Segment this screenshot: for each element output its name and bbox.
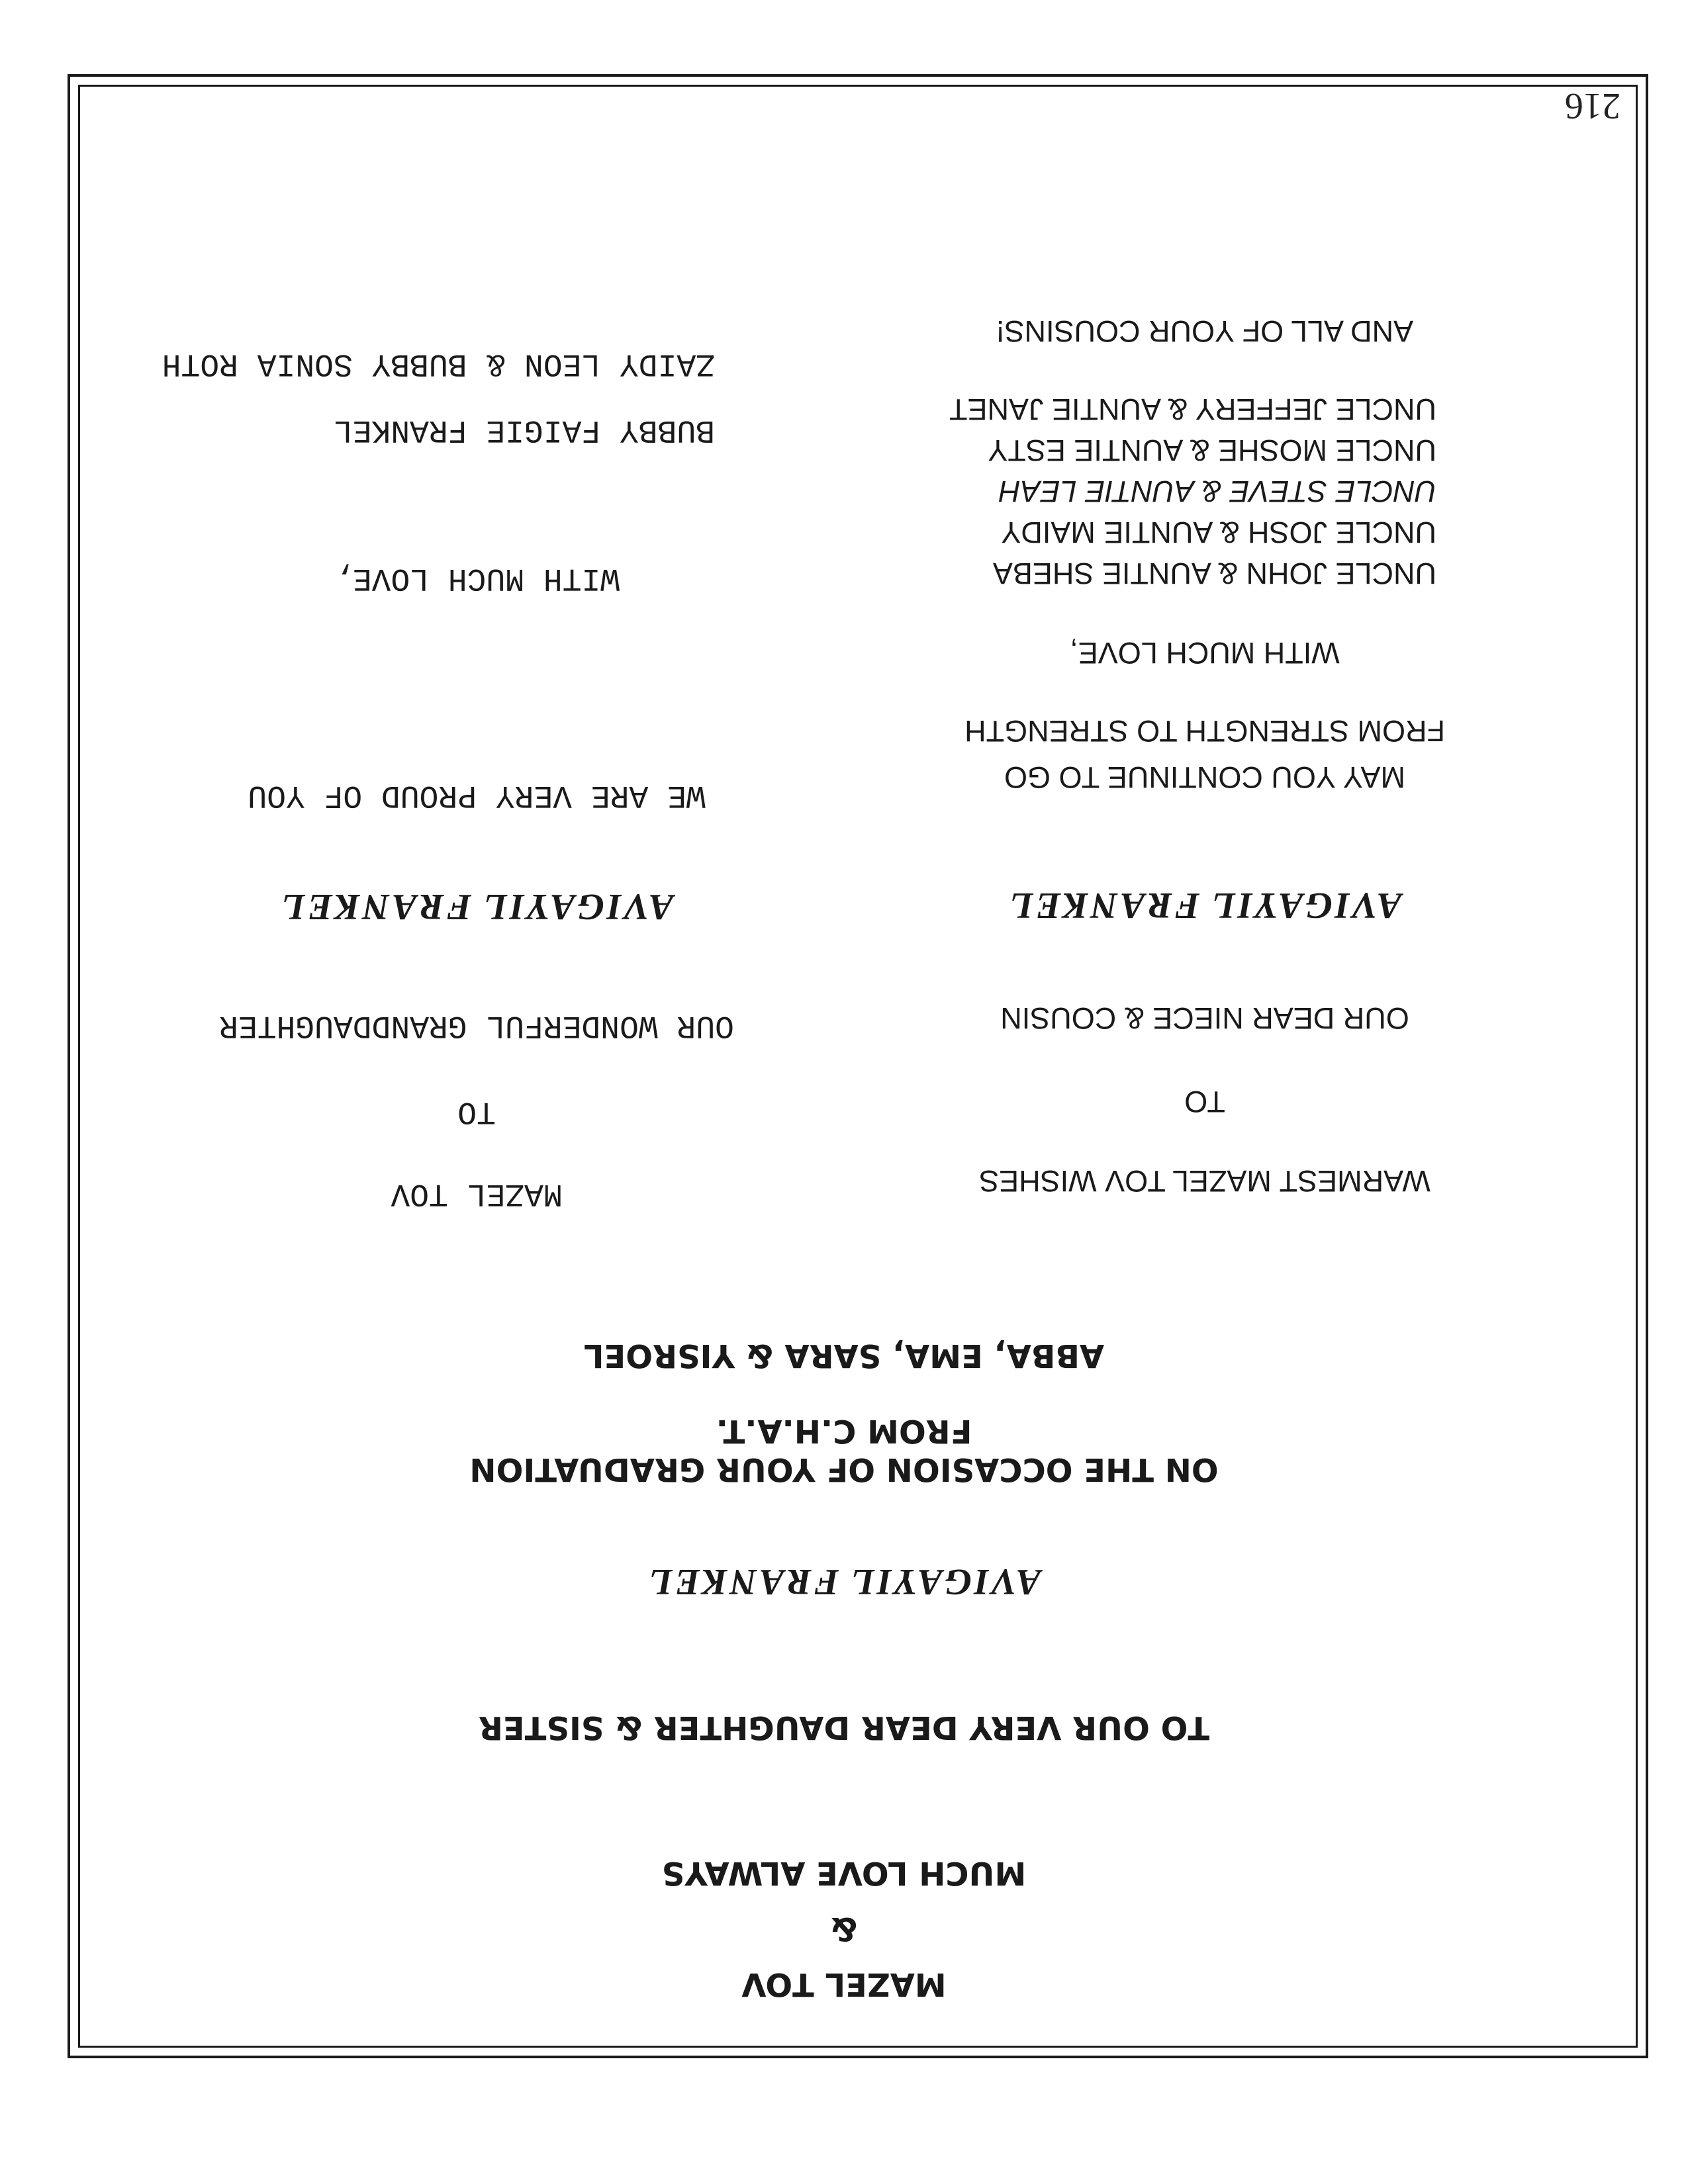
grandparents-message: WE ARE VERY PROUD OF YOU — [248, 777, 706, 813]
occasion-line: ON THE OCCASION OF YOUR GRADUATION — [469, 1451, 1219, 1488]
relatives-signer-1: UNCLE JOHN & AUNTIE SHEBA — [992, 557, 1436, 590]
grandparents-heading: MAZEL TOV — [391, 1175, 563, 1211]
relatives-honoree-name: AVIGAYIL FRANKEL — [1008, 885, 1402, 926]
grandparents-signer-2: ZAIDY LEON & BUBBY SONIA ROTH — [162, 345, 715, 381]
relatives-message-1: MAY YOU CONTINUE TO GO — [1004, 760, 1405, 794]
relatives-closing: WITH MUCH LOVE, — [1070, 636, 1340, 670]
grandparents-honoree-name: AVIGAYIL FRANKEL — [279, 886, 674, 927]
dedication-line: TO OUR VERY DEAR DAUGHTER & SISTER — [478, 1709, 1210, 1746]
relatives-signer-2: UNCLE JOSH & AUNTIE MAIDY — [1001, 516, 1436, 549]
grandparents-closing: WITH MUCH LOVE, — [333, 560, 620, 596]
grandparents-to: TO — [457, 1093, 496, 1129]
signature-line: ABBA, EMA, SARA & YISROEL — [583, 1337, 1105, 1374]
relatives-signer-3: UNCLE STEVE & AUNTIE LEAH — [998, 475, 1436, 508]
page-number: 216 — [1565, 85, 1620, 126]
from-line: FROM C.H.A.T. — [716, 1412, 972, 1449]
relatives-cousins: AND ALL OF YOUR COUSINS! — [996, 314, 1414, 348]
relatives-to: TO — [1184, 1085, 1225, 1118]
relatives-message-2: FROM STRENGTH TO STRENGTH — [964, 714, 1445, 748]
grandparents-recipient: OUR WONDERFUL GRANDDAUGHTER — [219, 1007, 734, 1043]
much-love-line: MUCH LOVE ALWAYS — [661, 1854, 1027, 1891]
relatives-recipient: OUR DEAR NIECE & COUSIN — [1000, 1001, 1409, 1035]
relatives-signer-5: UNCLE JEFFERY & AUNTIE JANET — [949, 392, 1436, 426]
ampersand: & — [830, 1910, 858, 1947]
mazel-tov-heading: MAZEL TOV — [741, 1966, 947, 2003]
honoree-name: AVIGAYIL FRANKEL — [647, 1561, 1041, 1602]
relatives-signer-4: UNCLE MOSHE & AUNTIE ESTY — [988, 433, 1436, 467]
relatives-heading: WARMEST MAZEL TOV WISHES — [979, 1164, 1430, 1198]
grandparents-signer-1: BUBBY FAIGIE FRANKEL — [333, 412, 715, 447]
